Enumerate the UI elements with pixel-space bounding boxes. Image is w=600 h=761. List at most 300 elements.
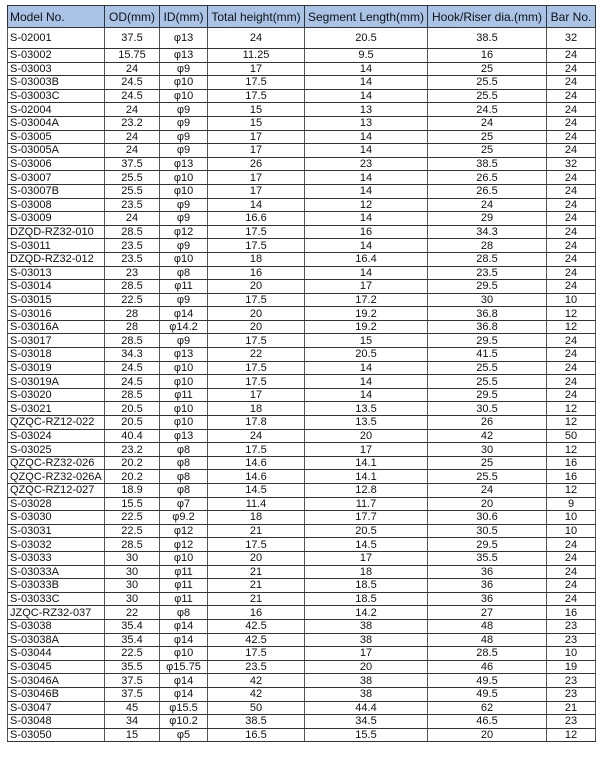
- cell-hook-riser-dia: 29.5: [428, 388, 547, 402]
- cell-model-no: QZQC-RZ32-026: [8, 456, 105, 470]
- cell-total-height: 38.5: [208, 715, 305, 729]
- table-row: [8, 103, 596, 117]
- cell-od: 22.5: [105, 511, 160, 525]
- cell-hook-riser-dia: 46: [428, 660, 547, 674]
- cell-id: φ13: [160, 28, 208, 49]
- cell-id: φ10: [160, 361, 208, 375]
- cell-model-no: S-03017: [8, 334, 105, 348]
- cell-id: φ9: [160, 144, 208, 158]
- cell-od: 28.5: [105, 334, 160, 348]
- cell-hook-riser-dia: 42: [428, 429, 547, 443]
- cell-hook-riser-dia: 23.5: [428, 266, 547, 280]
- cell-hook-riser-dia: 36: [428, 579, 547, 593]
- cell-segment-length: 19.2: [305, 307, 428, 321]
- cell-od: 24.5: [105, 375, 160, 389]
- cell-total-height: 21: [208, 579, 305, 593]
- cell-segment-length: 14.1: [305, 470, 428, 484]
- cell-bar-no: 24: [547, 144, 596, 158]
- cell-bar-no: 12: [547, 416, 596, 430]
- cell-od: 20.5: [105, 416, 160, 430]
- table-row: [8, 429, 596, 443]
- table-row: [8, 252, 596, 266]
- cell-total-height: 17.5: [208, 225, 305, 239]
- cell-model-no: S-03006: [8, 157, 105, 171]
- cell-model-no: S-03003: [8, 62, 105, 76]
- cell-model-no: S-03005A: [8, 144, 105, 158]
- cell-segment-length: 13.5: [305, 416, 428, 430]
- cell-id: φ12: [160, 538, 208, 552]
- cell-total-height: 17.5: [208, 375, 305, 389]
- cell-segment-length: 18: [305, 565, 428, 579]
- table-row: [8, 456, 596, 470]
- cell-bar-no: 24: [547, 239, 596, 253]
- cell-id: φ9: [160, 334, 208, 348]
- cell-total-height: 18: [208, 402, 305, 416]
- cell-segment-length: 14: [305, 130, 428, 144]
- cell-id: φ9.2: [160, 511, 208, 525]
- cell-id: φ15.75: [160, 660, 208, 674]
- cell-total-height: 42: [208, 674, 305, 688]
- table-row: [8, 375, 596, 389]
- table-row: [8, 579, 596, 593]
- cell-hook-riser-dia: 38.5: [428, 28, 547, 49]
- cell-od: 34: [105, 715, 160, 729]
- cell-total-height: 18: [208, 511, 305, 525]
- cell-total-height: 14.6: [208, 456, 305, 470]
- cell-model-no: S-03008: [8, 198, 105, 212]
- cell-bar-no: 24: [547, 334, 596, 348]
- cell-segment-length: 14.1: [305, 456, 428, 470]
- cell-hook-riser-dia: 29.5: [428, 334, 547, 348]
- table-row: [8, 701, 596, 715]
- cell-model-no: S-03046B: [8, 687, 105, 701]
- cell-segment-length: 14: [305, 184, 428, 198]
- cell-segment-length: 14: [305, 89, 428, 103]
- cell-segment-length: 14: [305, 388, 428, 402]
- cell-total-height: 20: [208, 307, 305, 321]
- cell-model-no: S-03033C: [8, 592, 105, 606]
- cell-id: φ10: [160, 402, 208, 416]
- cell-bar-no: 23: [547, 674, 596, 688]
- cell-od: 15.75: [105, 49, 160, 63]
- cell-od: 37.5: [105, 687, 160, 701]
- cell-model-no: S-03038: [8, 619, 105, 633]
- cell-model-no: S-03045: [8, 660, 105, 674]
- cell-id: φ11: [160, 592, 208, 606]
- table-row: [8, 266, 596, 280]
- cell-id: φ9: [160, 293, 208, 307]
- cell-total-height: 42.5: [208, 619, 305, 633]
- cell-id: φ8: [160, 484, 208, 498]
- cell-id: φ11: [160, 280, 208, 294]
- cell-segment-length: 19.2: [305, 320, 428, 334]
- table-row: [8, 511, 596, 525]
- cell-total-height: 17: [208, 184, 305, 198]
- cell-od: 23.2: [105, 443, 160, 457]
- cell-id: φ9: [160, 130, 208, 144]
- table-row: [8, 633, 596, 647]
- cell-id: φ9: [160, 212, 208, 226]
- cell-model-no: S-03047: [8, 701, 105, 715]
- cell-segment-length: 14: [305, 76, 428, 90]
- cell-id: φ14: [160, 633, 208, 647]
- cell-bar-no: 12: [547, 402, 596, 416]
- table-row: [8, 565, 596, 579]
- cell-od: 35.4: [105, 619, 160, 633]
- cell-hook-riser-dia: 25.5: [428, 470, 547, 484]
- cell-id: φ8: [160, 456, 208, 470]
- cell-hook-riser-dia: 30: [428, 293, 547, 307]
- cell-total-height: 17: [208, 62, 305, 76]
- cell-model-no: S-03013: [8, 266, 105, 280]
- cell-bar-no: 24: [547, 130, 596, 144]
- cell-segment-length: 13: [305, 116, 428, 130]
- table-row: [8, 49, 596, 63]
- table-row: [8, 184, 596, 198]
- cell-model-no: S-03018: [8, 348, 105, 362]
- cell-segment-length: 38: [305, 633, 428, 647]
- cell-model-no: S-03007: [8, 171, 105, 185]
- cell-od: 20.5: [105, 402, 160, 416]
- cell-bar-no: 24: [547, 184, 596, 198]
- cell-od: 23.5: [105, 252, 160, 266]
- cell-model-no: S-03038A: [8, 633, 105, 647]
- cell-model-no: S-03011: [8, 239, 105, 253]
- cell-model-no: DZQD-RZ32-010: [8, 225, 105, 239]
- cell-model-no: S-02001: [8, 28, 105, 49]
- cell-od: 15.5: [105, 497, 160, 511]
- cell-segment-length: 23: [305, 157, 428, 171]
- cell-total-height: 20: [208, 551, 305, 565]
- cell-total-height: 17.5: [208, 76, 305, 90]
- cell-id: φ14: [160, 307, 208, 321]
- table-row: [8, 551, 596, 565]
- cell-hook-riser-dia: 25: [428, 130, 547, 144]
- cell-bar-no: 24: [547, 198, 596, 212]
- header-id: ID(mm): [160, 6, 208, 28]
- cell-bar-no: 12: [547, 443, 596, 457]
- table-row: [8, 484, 596, 498]
- cell-bar-no: 21: [547, 701, 596, 715]
- cell-od: 25.5: [105, 184, 160, 198]
- header-hook-riser-dia: Hook/Riser dia.(mm): [428, 6, 547, 28]
- cell-bar-no: 24: [547, 361, 596, 375]
- cell-model-no: S-03033: [8, 551, 105, 565]
- cell-bar-no: 16: [547, 456, 596, 470]
- cell-id: φ13: [160, 348, 208, 362]
- cell-model-no: S-03028: [8, 497, 105, 511]
- cell-id: φ10: [160, 171, 208, 185]
- cell-od: 24.5: [105, 361, 160, 375]
- cell-od: 45: [105, 701, 160, 715]
- cell-segment-length: 12: [305, 198, 428, 212]
- cell-segment-length: 34.5: [305, 715, 428, 729]
- table-row: [8, 130, 596, 144]
- cell-bar-no: 10: [547, 293, 596, 307]
- cell-bar-no: 24: [547, 592, 596, 606]
- header-total-height: Total height(mm): [208, 6, 305, 28]
- cell-segment-length: 14.2: [305, 606, 428, 620]
- cell-model-no: S-03002: [8, 49, 105, 63]
- cell-bar-no: 12: [547, 484, 596, 498]
- cell-total-height: 17.8: [208, 416, 305, 430]
- cell-hook-riser-dia: 48: [428, 619, 547, 633]
- cell-hook-riser-dia: 30.6: [428, 511, 547, 525]
- cell-segment-length: 14: [305, 361, 428, 375]
- cell-model-no: S-03019: [8, 361, 105, 375]
- table-row: [8, 592, 596, 606]
- cell-bar-no: 24: [547, 565, 596, 579]
- cell-model-no: S-03016A: [8, 320, 105, 334]
- cell-segment-length: 38: [305, 619, 428, 633]
- cell-total-height: 42.5: [208, 633, 305, 647]
- cell-model-no: S-02004: [8, 103, 105, 117]
- cell-bar-no: 24: [547, 388, 596, 402]
- cell-id: φ15.5: [160, 701, 208, 715]
- cell-bar-no: 12: [547, 320, 596, 334]
- cell-model-no: S-03003C: [8, 89, 105, 103]
- cell-od: 20.2: [105, 456, 160, 470]
- cell-hook-riser-dia: 24: [428, 198, 547, 212]
- cell-id: φ11: [160, 388, 208, 402]
- cell-segment-length: 18.5: [305, 579, 428, 593]
- cell-total-height: 17.5: [208, 443, 305, 457]
- header-segment-length: Segment Length(mm): [305, 6, 428, 28]
- cell-hook-riser-dia: 26: [428, 416, 547, 430]
- cell-total-height: 18: [208, 252, 305, 266]
- cell-id: φ10: [160, 416, 208, 430]
- cell-hook-riser-dia: 36.8: [428, 320, 547, 334]
- cell-total-height: 20: [208, 280, 305, 294]
- table-row: [8, 76, 596, 90]
- table-row: [8, 524, 596, 538]
- cell-hook-riser-dia: 62: [428, 701, 547, 715]
- cell-total-height: 16.6: [208, 212, 305, 226]
- cell-od: 30: [105, 579, 160, 593]
- cell-od: 24.5: [105, 89, 160, 103]
- cell-bar-no: 23: [547, 687, 596, 701]
- cell-id: φ9: [160, 116, 208, 130]
- cell-bar-no: 10: [547, 511, 596, 525]
- cell-total-height: 14: [208, 198, 305, 212]
- cell-bar-no: 50: [547, 429, 596, 443]
- cell-od: 24: [105, 130, 160, 144]
- cell-od: 23.2: [105, 116, 160, 130]
- table-row: [8, 674, 596, 688]
- cell-segment-length: 20: [305, 660, 428, 674]
- cell-segment-length: 16: [305, 225, 428, 239]
- cell-total-height: 22: [208, 348, 305, 362]
- table-row: [8, 497, 596, 511]
- cell-segment-length: 17: [305, 443, 428, 457]
- table-row: [8, 715, 596, 729]
- cell-bar-no: 24: [547, 280, 596, 294]
- cell-bar-no: 19: [547, 660, 596, 674]
- cell-model-no: S-03015: [8, 293, 105, 307]
- cell-hook-riser-dia: 46.5: [428, 715, 547, 729]
- cell-hook-riser-dia: 25: [428, 62, 547, 76]
- cell-model-no: QZQC-RZ12-027: [8, 484, 105, 498]
- cell-segment-length: 14: [305, 171, 428, 185]
- cell-segment-length: 14: [305, 239, 428, 253]
- table-row: [8, 280, 596, 294]
- cell-model-no: JZQC-RZ32-037: [8, 606, 105, 620]
- table-row: [8, 606, 596, 620]
- cell-id: φ12: [160, 225, 208, 239]
- cell-total-height: 17: [208, 130, 305, 144]
- cell-bar-no: 10: [547, 647, 596, 661]
- cell-segment-length: 20.5: [305, 348, 428, 362]
- cell-model-no: S-03025: [8, 443, 105, 457]
- cell-bar-no: 9: [547, 497, 596, 511]
- cell-id: φ10.2: [160, 715, 208, 729]
- cell-model-no: S-03016: [8, 307, 105, 321]
- cell-bar-no: 24: [547, 89, 596, 103]
- cell-hook-riser-dia: 25.5: [428, 76, 547, 90]
- cell-model-no: S-03019A: [8, 375, 105, 389]
- cell-od: 37.5: [105, 28, 160, 49]
- cell-od: 28.5: [105, 388, 160, 402]
- cell-hook-riser-dia: 30: [428, 443, 547, 457]
- cell-model-no: S-03048: [8, 715, 105, 729]
- cell-od: 30: [105, 551, 160, 565]
- cell-hook-riser-dia: 28.5: [428, 647, 547, 661]
- cell-hook-riser-dia: 25.5: [428, 89, 547, 103]
- cell-total-height: 15: [208, 103, 305, 117]
- cell-od: 24.5: [105, 76, 160, 90]
- cell-segment-length: 38: [305, 674, 428, 688]
- cell-hook-riser-dia: 49.5: [428, 687, 547, 701]
- cell-bar-no: 24: [547, 538, 596, 552]
- cell-segment-length: 9.5: [305, 49, 428, 63]
- cell-model-no: DZQD-RZ32-012: [8, 252, 105, 266]
- cell-id: φ14: [160, 687, 208, 701]
- cell-bar-no: 23: [547, 619, 596, 633]
- cell-model-no: QZQC-RZ12-022: [8, 416, 105, 430]
- table-row: [8, 144, 596, 158]
- cell-bar-no: 10: [547, 524, 596, 538]
- cell-segment-length: 13.5: [305, 402, 428, 416]
- table-row: [8, 416, 596, 430]
- cell-od: 24: [105, 103, 160, 117]
- table-row: [8, 225, 596, 239]
- cell-segment-length: 14: [305, 375, 428, 389]
- cell-od: 24: [105, 62, 160, 76]
- cell-od: 24: [105, 212, 160, 226]
- cell-hook-riser-dia: 25.5: [428, 361, 547, 375]
- cell-bar-no: 24: [547, 212, 596, 226]
- cell-hook-riser-dia: 20: [428, 728, 547, 742]
- cell-bar-no: 24: [547, 348, 596, 362]
- cell-segment-length: 14: [305, 144, 428, 158]
- cell-total-height: 16: [208, 266, 305, 280]
- cell-bar-no: 23: [547, 715, 596, 729]
- cell-bar-no: 24: [547, 252, 596, 266]
- cell-total-height: 17: [208, 144, 305, 158]
- cell-id: φ13: [160, 49, 208, 63]
- cell-bar-no: 24: [547, 266, 596, 280]
- cell-id: φ8: [160, 443, 208, 457]
- cell-bar-no: 12: [547, 307, 596, 321]
- table-row: [8, 470, 596, 484]
- cell-hook-riser-dia: 26.5: [428, 184, 547, 198]
- table-header-row: [8, 6, 596, 28]
- cell-total-height: 17.5: [208, 647, 305, 661]
- cell-hook-riser-dia: 35.5: [428, 551, 547, 565]
- table-row: [8, 443, 596, 457]
- table-row: [8, 660, 596, 674]
- cell-total-height: 42: [208, 687, 305, 701]
- cell-model-no: S-03009: [8, 212, 105, 226]
- cell-total-height: 17.5: [208, 538, 305, 552]
- cell-model-no: S-03031: [8, 524, 105, 538]
- header-model-no: Model No.: [8, 6, 105, 28]
- cell-hook-riser-dia: 29: [428, 212, 547, 226]
- cell-id: φ11: [160, 565, 208, 579]
- cell-id: φ14.2: [160, 320, 208, 334]
- table-row: [8, 239, 596, 253]
- cell-total-height: 21: [208, 524, 305, 538]
- cell-total-height: 17.5: [208, 334, 305, 348]
- cell-segment-length: 14.5: [305, 538, 428, 552]
- cell-hook-riser-dia: 24.5: [428, 103, 547, 117]
- table-row: [8, 687, 596, 701]
- cell-segment-length: 18.5: [305, 592, 428, 606]
- table-row: [8, 361, 596, 375]
- cell-id: φ13: [160, 157, 208, 171]
- table-row: [8, 157, 596, 171]
- cell-total-height: 17.5: [208, 361, 305, 375]
- header-od: OD(mm): [105, 6, 160, 28]
- cell-od: 22: [105, 606, 160, 620]
- cell-id: φ10: [160, 252, 208, 266]
- cell-id: φ9: [160, 198, 208, 212]
- cell-hook-riser-dia: 30.5: [428, 524, 547, 538]
- cell-id: φ8: [160, 606, 208, 620]
- cell-model-no: S-03020: [8, 388, 105, 402]
- spec-table: [7, 5, 596, 742]
- cell-id: φ8: [160, 470, 208, 484]
- cell-od: 28: [105, 307, 160, 321]
- cell-total-height: 11.25: [208, 49, 305, 63]
- cell-od: 35.5: [105, 660, 160, 674]
- cell-od: 18.9: [105, 484, 160, 498]
- cell-model-no: S-03044: [8, 647, 105, 661]
- cell-od: 23: [105, 266, 160, 280]
- cell-model-no: S-03003B: [8, 76, 105, 90]
- cell-segment-length: 16.4: [305, 252, 428, 266]
- cell-id: φ9: [160, 239, 208, 253]
- cell-model-no: S-03033B: [8, 579, 105, 593]
- cell-segment-length: 38: [305, 687, 428, 701]
- cell-model-no: S-03024: [8, 429, 105, 443]
- table-row: [8, 402, 596, 416]
- cell-total-height: 14.5: [208, 484, 305, 498]
- cell-od: 28.5: [105, 538, 160, 552]
- cell-od: 22.5: [105, 524, 160, 538]
- cell-model-no: S-03030: [8, 511, 105, 525]
- cell-hook-riser-dia: 27: [428, 606, 547, 620]
- table-row: [8, 647, 596, 661]
- cell-od: 34.3: [105, 348, 160, 362]
- cell-total-height: 11.4: [208, 497, 305, 511]
- cell-segment-length: 20: [305, 429, 428, 443]
- cell-hook-riser-dia: 49.5: [428, 674, 547, 688]
- table-row: [8, 334, 596, 348]
- cell-total-height: 50: [208, 701, 305, 715]
- cell-bar-no: 24: [547, 76, 596, 90]
- cell-id: φ11: [160, 579, 208, 593]
